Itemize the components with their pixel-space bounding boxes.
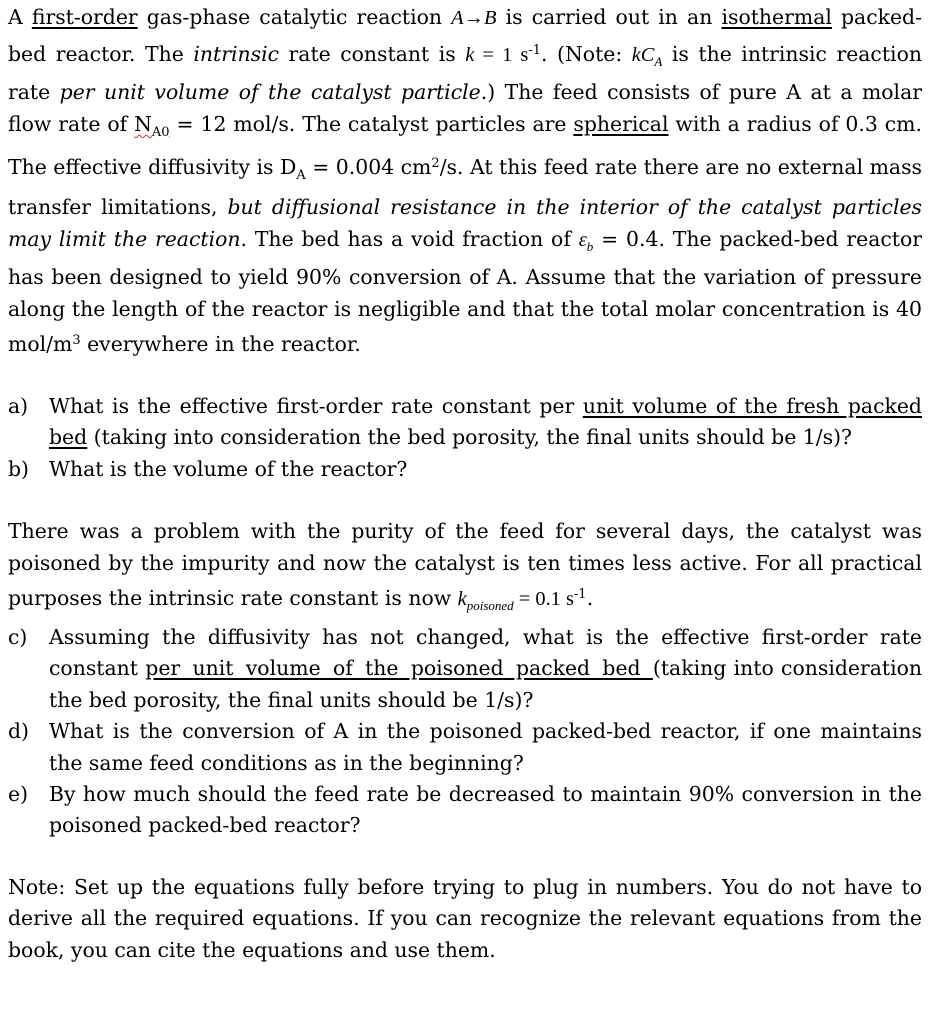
exponent: -1 <box>528 42 542 58</box>
question-list-poisoned <box>8 622 922 842</box>
subscript: A <box>296 168 306 184</box>
species-a-symbol: A <box>451 7 464 29</box>
text-fragment: with a radius of 0.3 cm. The effective diffusivity is D <box>8 111 922 180</box>
text-fragment: rate constant is <box>279 41 466 66</box>
reaction-arrow: → <box>463 7 485 29</box>
question-b <box>8 454 922 485</box>
note-paragraph <box>8 872 922 967</box>
text-fragment: = 12 mol/s. The catalyst particles are <box>169 111 574 136</box>
intrinsic-term: intrinsic <box>193 41 280 66</box>
question-emphasis: unit volume of the fresh packed bed <box>49 393 922 450</box>
rate-constant-value: = 1 s <box>474 43 529 66</box>
text-fragment: There was a problem with the purity of the feed for several days, the catalyst was poisoned by the impurity and now the catalyst is ten times less active. For all practical purposes the intrinsic rate constant is now <box>8 519 922 611</box>
text-fragment: ) The feed consists of pure A at a molar flow rate of <box>8 80 922 136</box>
poisoned-catalyst-paragraph <box>8 516 922 622</box>
question-marker: b) <box>8 456 30 481</box>
text-fragment: A <box>8 5 32 29</box>
molar-flow-symbol: N <box>134 111 152 136</box>
subscript: A0 <box>151 124 170 140</box>
question-text: By how much should the feed rate be decreased to maintain 90% conversion in the poisoned packed-bed reactor? <box>49 781 922 838</box>
per-unit-volume-phrase: per unit volume of the catalyst particle. <box>59 80 488 105</box>
text-fragment: everywhere in the reactor. <box>80 332 361 357</box>
question-e <box>8 779 922 842</box>
exponent: 3 <box>72 333 81 349</box>
text-fragment: = 0.004 cm <box>305 155 432 180</box>
rate-constant-symbol: k <box>465 43 475 66</box>
question-marker: c) <box>8 624 28 649</box>
subscript: A <box>654 53 663 69</box>
species-b-symbol: B <box>484 7 497 29</box>
text-fragment: = 0.4. The packed-bed reactor has been designed to yield 90% conversion of A. Assume that the variation of pressure along the length of the reactor is negligible and that the total molar concentration is 40 mol/m <box>8 226 922 357</box>
question-c <box>8 622 922 716</box>
text-fragment: packed-bed reactor. The <box>8 5 922 66</box>
exponent: -1 <box>573 587 587 603</box>
question-text: What is the volume of the reactor? <box>49 456 408 481</box>
problem-statement <box>8 2 922 361</box>
subscript: b <box>586 238 594 254</box>
rate-expression-symbol: kC <box>631 43 655 66</box>
text-fragment: . <box>586 586 594 611</box>
question-text: (taking into consideration the bed porosity, the final units should be 1/s)? <box>49 656 923 712</box>
first-order-term: first-order <box>31 5 138 29</box>
question-a <box>8 391 922 454</box>
subscript: poisoned <box>466 598 514 614</box>
text-fragment: gas-phase catalytic reaction <box>137 5 452 29</box>
rate-constant-symbol: k <box>457 588 467 611</box>
poisoned-rate-value: = 0.1 s <box>513 588 574 611</box>
spherical-term: spherical <box>573 111 669 136</box>
problem-document <box>8 2 922 967</box>
question-marker: e) <box>8 781 29 806</box>
text-fragment: is the intrinsic reaction rate <box>8 41 922 105</box>
diffusional-resistance-phrase: but diffusional resistance in the interior of the catalyst particles may limit the reaction. <box>8 194 923 251</box>
isothermal-term: isothermal <box>721 5 832 29</box>
question-text: (taking into consideration the bed porosity, the final units should be 1/s)? <box>87 425 852 450</box>
exponent: 2 <box>431 156 440 172</box>
question-text: What is the conversion of A in the poisoned packed-bed reactor, if one maintains the same feed conditions as in the beginning? <box>49 719 922 775</box>
text-fragment: The bed has a void fraction of <box>247 226 579 251</box>
question-emphasis: per unit volume of the poisoned packed bed <box>145 656 653 681</box>
question-d <box>8 716 922 779</box>
question-marker: a) <box>8 393 29 418</box>
question-text: What is the effective first-order rate constant per <box>49 393 583 418</box>
note-text: Note: Set up the equations fully before trying to plug in numbers. You do not have to derive all the required equations. If you can recognize the relevant equations from the book, you can cite the equations and use them. <box>8 874 922 962</box>
void-fraction-symbol: ε <box>578 228 587 251</box>
question-marker: d) <box>8 719 30 744</box>
text-fragment: . (Note: <box>541 41 632 66</box>
text-fragment: /s. At this feed rate there are no external mass transfer limitations, <box>8 155 923 219</box>
text-fragment: is carried out in an <box>496 5 722 29</box>
question-list-fresh <box>8 391 922 485</box>
question-text: Assuming the diffusivity has not changed, what is the effective first-order rate constant <box>49 624 922 681</box>
